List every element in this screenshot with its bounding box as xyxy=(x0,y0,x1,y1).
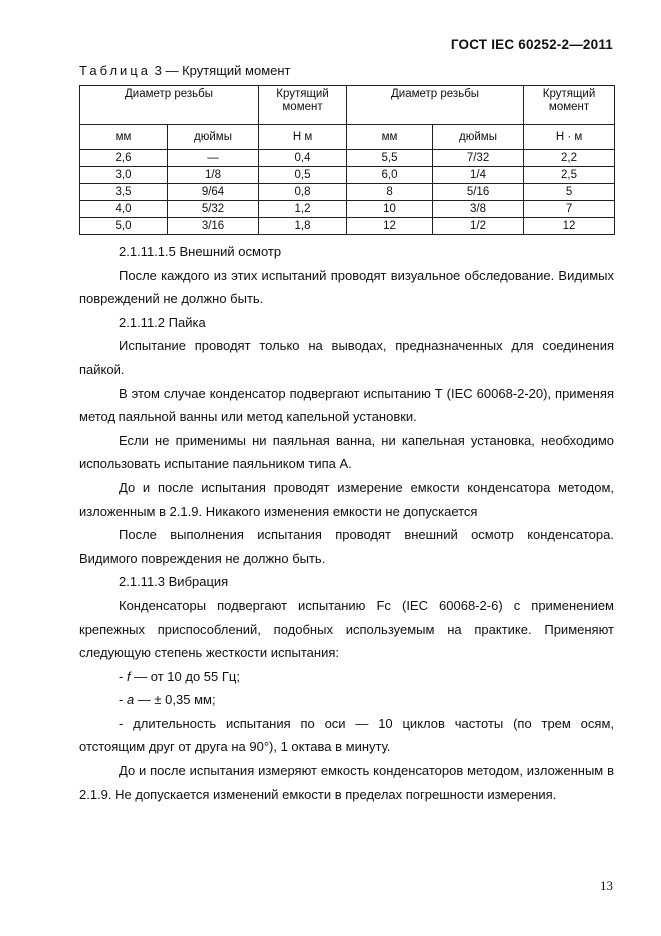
list-dash: - xyxy=(119,692,127,708)
list-item-frequency xyxy=(79,665,614,689)
header-torque-right-line1: Крутящий xyxy=(542,88,596,100)
table-cell: 2,5 xyxy=(524,167,615,184)
table-cell: 7 xyxy=(524,201,615,218)
table-cell: 8 xyxy=(347,184,433,201)
table-cell: 12 xyxy=(524,218,615,235)
table-cell: 5,0 xyxy=(80,218,168,235)
table-cell: 6,0 xyxy=(347,167,433,184)
paragraph: После выполнения испытания проводят внешний осмотр конденсатора. Видимого повреждения не должно быть. xyxy=(79,527,614,566)
table-cell: 4,0 xyxy=(80,201,168,218)
torque-table xyxy=(79,85,615,235)
header-torque-right-line2: момент xyxy=(548,101,590,113)
unit-cell: дюймы xyxy=(168,125,259,150)
table-cell: 5/16 xyxy=(433,184,524,201)
paragraph: Испытание проводят только на выводах, предназначенных для соединения пайкой. xyxy=(79,338,614,377)
table-cell: 0,8 xyxy=(259,184,347,201)
header-thread-diameter-right: Диаметр резьбы xyxy=(347,86,524,125)
table-row xyxy=(80,167,615,184)
table-caption-title: 3 — Крутящий момент xyxy=(154,63,291,78)
amplitude-value: — ± 0,35 мм; xyxy=(134,692,216,708)
paragraph: До и после испытания проводят измерение емкости конденсатора методом, изложенным в 2.1.9. Никакого изменения емкости не допускается xyxy=(79,479,614,519)
table-cell: 5 xyxy=(524,184,615,201)
unit-cell: мм xyxy=(347,125,433,150)
section-heading-external-inspection: 2.1.11.1.5 Внешний осмотр xyxy=(119,244,282,259)
table-header-row xyxy=(80,86,615,125)
header-torque-left-line1: Крутящий xyxy=(276,88,329,100)
document-code-header: ГОСТ IEC 60252-2—2011 xyxy=(450,37,613,52)
table-cell: 3/16 xyxy=(168,218,259,235)
table-cell: 7/32 xyxy=(433,150,524,167)
section-heading-vibration: 2.1.11.3 Вибрация xyxy=(119,574,229,590)
list-dash: - xyxy=(119,668,127,684)
amplitude-symbol: a xyxy=(126,692,135,708)
table-cell: 10 xyxy=(347,201,433,218)
table-cell: 1,8 xyxy=(259,218,347,235)
table-cell: 5/32 xyxy=(168,201,259,218)
table-cell: 3/8 xyxy=(433,201,524,218)
table-cell: 1,2 xyxy=(259,201,347,218)
table-cell: 3,0 xyxy=(80,167,168,184)
paragraph: После каждого из этих испытаний проводят визуальное обследование. Видимых повреждений не должно быть. xyxy=(79,267,614,307)
table-cell: 0,4 xyxy=(259,150,347,167)
table-cell: 9/64 xyxy=(168,184,259,201)
table-cell: — xyxy=(168,150,259,167)
list-item-amplitude xyxy=(79,688,614,712)
table-cell: 0,5 xyxy=(259,167,347,184)
table-row xyxy=(80,184,615,201)
table-cell: 5,5 xyxy=(347,150,433,167)
unit-cell: Н · м xyxy=(524,125,615,150)
table-caption xyxy=(79,63,291,78)
paragraph: В этом случае конденсатор подвергают испытанию Т (IEC 60068-2-20), применяя метод паяльной ванны или метод капельной установки. xyxy=(79,385,614,425)
header-torque-right xyxy=(524,86,615,125)
document-body xyxy=(79,240,614,806)
header-thread-diameter-left: Диаметр резьбы xyxy=(80,86,259,125)
table-caption-prefix: Таблица xyxy=(79,63,151,78)
table-units-row xyxy=(80,125,615,150)
table-cell: 3,5 xyxy=(80,184,168,201)
frequency-range: — от 10 до 55 Гц; xyxy=(130,668,240,684)
table-cell: 12 xyxy=(347,218,433,235)
paragraph: До и после испытания измеряют емкость конденсаторов методом, изложенным в 2.1.9. Не допускается изменений емкости в пределах погрешности измерения. xyxy=(79,763,614,802)
table-cell: 2,2 xyxy=(524,150,615,167)
header-torque-left-line2: момент xyxy=(282,101,323,113)
unit-cell: дюймы xyxy=(433,125,524,150)
table-cell: 2,6 xyxy=(80,150,168,167)
header-torque-left xyxy=(259,86,347,125)
table-cell: 1/2 xyxy=(433,218,524,235)
unit-cell: мм xyxy=(80,125,168,150)
list-item-duration: - длительность испытания по оси — 10 циклов частоты (по трем осям, отстоящим друг от друга на 90°), 1 октава в минуту. xyxy=(79,715,614,755)
table-cell: 1/8 xyxy=(168,167,259,184)
table-row xyxy=(80,218,615,235)
table-row xyxy=(80,201,615,218)
table-row xyxy=(80,150,615,167)
paragraph: Если не применимы ни паяльная ванна, ни капельная установка, необходимо использовать испытание паяльником типа А. xyxy=(79,432,614,472)
page-number: 13 xyxy=(600,878,613,893)
table-cell: 1/4 xyxy=(433,167,524,184)
unit-cell: Н м xyxy=(259,125,347,150)
frequency-symbol: f xyxy=(126,668,131,684)
paragraph: Конденсаторы подвергают испытанию Fc (IEC 60068-2-6) с применением крепежных приспособлений, подобных используемым на практике. Применяют следующую степень жесткости испытания: xyxy=(79,597,614,661)
section-heading-soldering: 2.1.11.2 Пайка xyxy=(119,314,206,330)
